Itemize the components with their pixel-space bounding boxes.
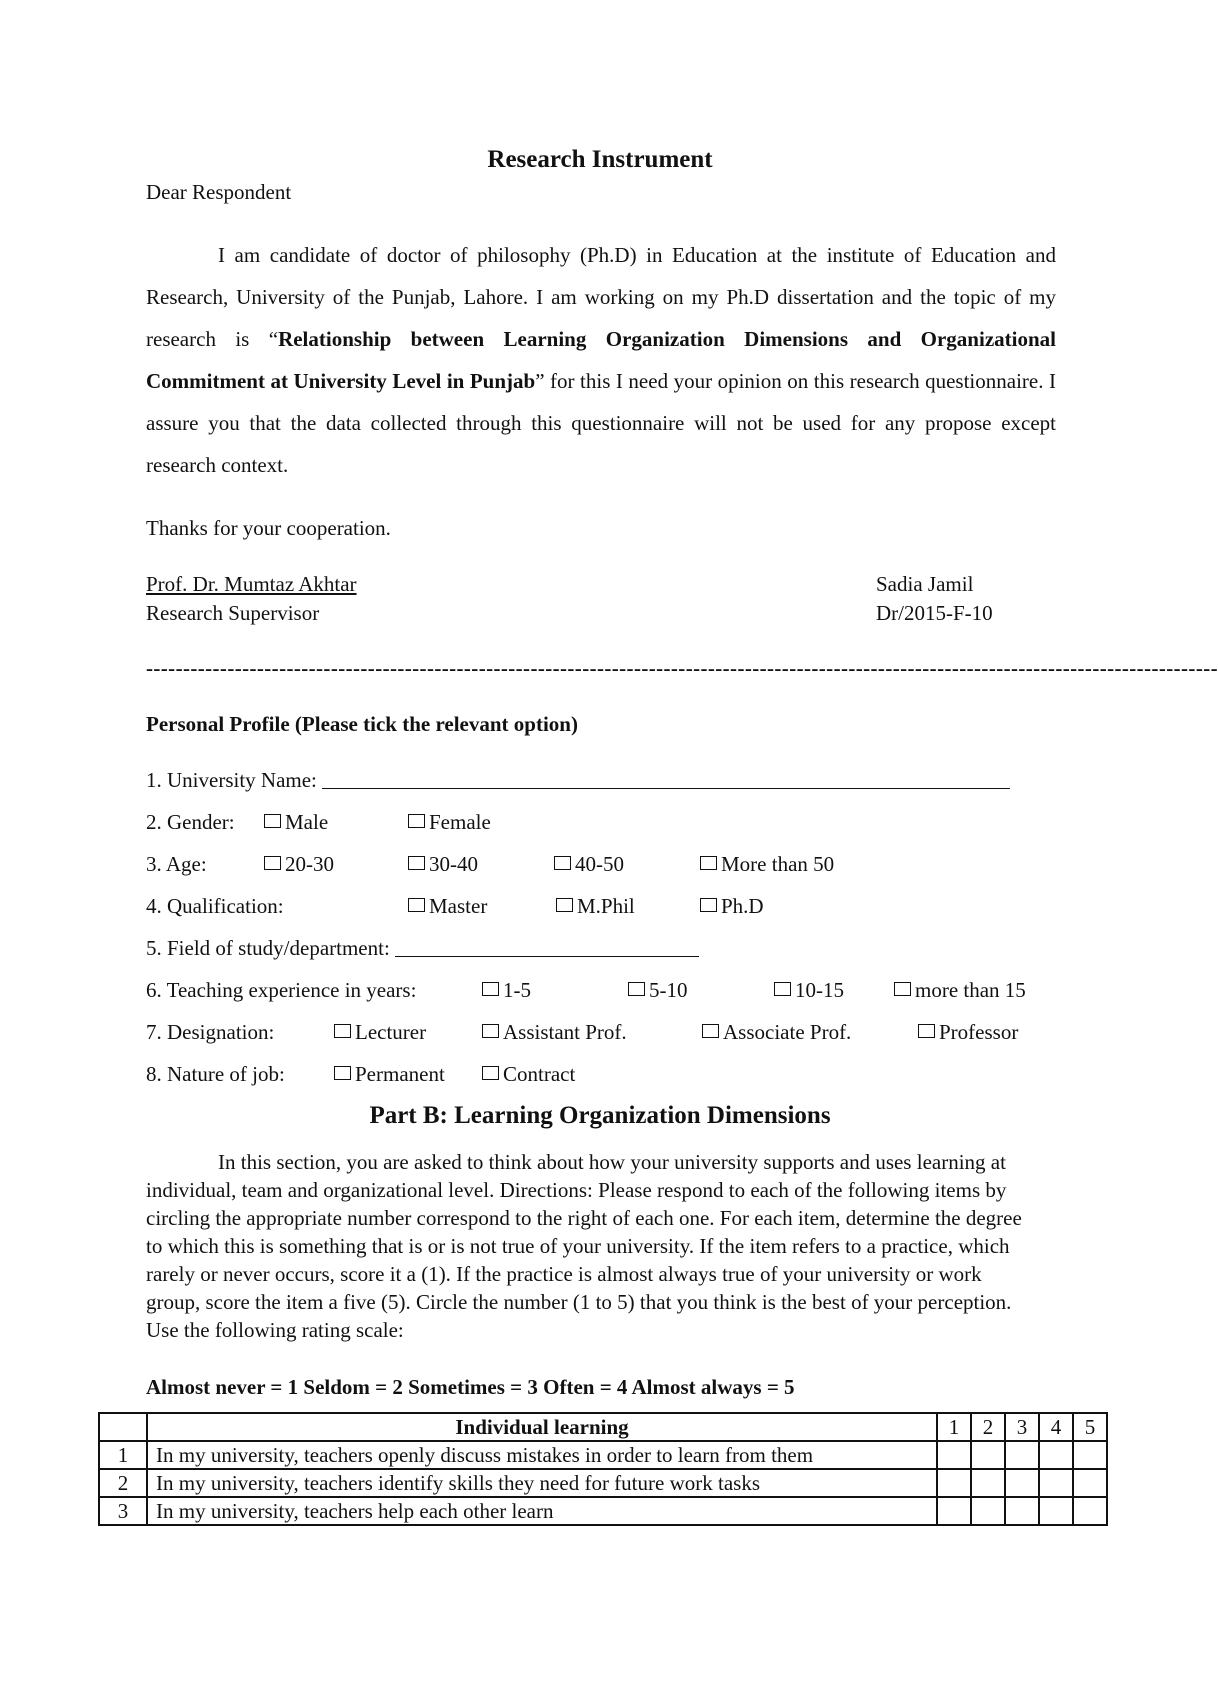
score-cell-1[interactable] (937, 1441, 971, 1469)
supervisor-signature (146, 570, 357, 628)
option-master[interactable] (408, 894, 487, 919)
letter-text-part2: ” for this I need your opinion on this research questionnaire. I assure you that the data collected through this questionnaire will not be used for any propose except research context. (146, 369, 1056, 477)
option-lecturer[interactable] (334, 1020, 426, 1045)
item-number: 2 (99, 1469, 147, 1497)
item-text: In my university, teachers openly discuss mistakes in order to learn from them (147, 1441, 937, 1469)
question-field-of-study (146, 936, 699, 961)
option-label: more than 15 (915, 978, 1026, 1002)
question-teaching-experience (146, 978, 1146, 1008)
score-header: 3 (1005, 1413, 1039, 1441)
item-text: In my university, teachers identify skills they need for future work tasks (147, 1469, 937, 1497)
option-label: M.Phil (577, 894, 635, 918)
question-university-name (146, 768, 1010, 793)
option-label: 40-50 (575, 852, 624, 876)
question-gender (146, 810, 1146, 840)
checkbox[interactable] (702, 1024, 719, 1038)
question-label: 8. Nature of job: (146, 1062, 285, 1086)
option-label: 1-5 (503, 978, 531, 1002)
option-30-40[interactable] (408, 852, 478, 877)
supervisor-role: Research Supervisor (146, 601, 320, 625)
part-b-heading: Part B: Learning Organization Dimensions (369, 1102, 831, 1129)
thanks-line: Thanks for your cooperation. (146, 516, 391, 540)
table-header-title: Individual learning (147, 1413, 937, 1441)
checkbox[interactable] (264, 856, 281, 870)
table-header-row (99, 1413, 1107, 1441)
rating-scale: Almost never = 1 Seldom = 2 Sometimes = 3 Often = 4 Almost always = 5 (146, 1375, 795, 1399)
checkbox[interactable] (774, 982, 791, 996)
letter-text-part1: I am candidate of doctor of philosophy (Ph.D) in Education at the institute of Education and Research, University of the Punjab, Lahore. I am working on my Ph.D dissertation and the topic of my research is “ (146, 243, 1056, 351)
rating-table (98, 1412, 1108, 1526)
score-header: 4 (1039, 1413, 1073, 1441)
option-associate-prof[interactable] (702, 1020, 851, 1045)
option-label: Master (429, 894, 488, 918)
option-female[interactable] (408, 810, 491, 835)
checkbox[interactable] (334, 1024, 351, 1038)
option-male[interactable] (264, 810, 328, 835)
option-label: 20-30 (285, 852, 334, 876)
item-number: 3 (99, 1497, 147, 1525)
option-label: Female (429, 810, 491, 834)
researcher-signature (876, 570, 993, 628)
checkbox[interactable] (700, 898, 717, 912)
option-professor[interactable] (918, 1020, 1018, 1045)
option-more-than-50[interactable] (700, 852, 834, 877)
score-cell-5[interactable] (1073, 1497, 1107, 1525)
score-cell-1[interactable] (937, 1497, 971, 1525)
checkbox[interactable] (556, 898, 573, 912)
option-label: Associate Prof. (723, 1020, 852, 1044)
question-qualification (146, 894, 1146, 924)
option-label: Professor (939, 1020, 1019, 1044)
university-name-field[interactable] (322, 770, 1010, 789)
score-cell-2[interactable] (971, 1497, 1005, 1525)
greeting: Dear Respondent (146, 180, 292, 204)
question-label: 2. Gender: (146, 810, 235, 834)
question-label: 6. Teaching experience in years: (146, 978, 417, 1002)
score-cell-3[interactable] (1005, 1469, 1039, 1497)
option-label: Assistant Prof. (503, 1020, 627, 1044)
checkbox[interactable] (482, 1066, 499, 1080)
checkbox[interactable] (334, 1066, 351, 1080)
table-row (99, 1441, 1107, 1469)
option-label: 5-10 (649, 978, 688, 1002)
question-label: 3. Age: (146, 852, 207, 876)
table-header-num (99, 1413, 147, 1441)
option-20-30[interactable] (264, 852, 334, 877)
profile-heading: Personal Profile (Please tick the relevant option) (146, 712, 578, 736)
table-row (99, 1497, 1107, 1525)
option-label: Permanent (355, 1062, 445, 1086)
score-header: 5 (1073, 1413, 1107, 1441)
option-contract[interactable] (482, 1062, 575, 1087)
option-more-than-15[interactable] (894, 978, 1026, 1003)
checkbox[interactable] (408, 814, 425, 828)
option-assistant-prof[interactable] (482, 1020, 627, 1045)
checkbox[interactable] (918, 1024, 935, 1038)
separator-line: ------------------------------------------------------------------------------------------------------------------------------------------------- (146, 656, 1218, 680)
option-label: Lecturer (355, 1020, 427, 1044)
table-row (99, 1469, 1107, 1497)
question-nature-of-job (146, 1062, 1146, 1092)
item-number: 1 (99, 1441, 147, 1469)
option-label: Male (285, 810, 329, 834)
checkbox[interactable] (482, 982, 499, 996)
checkbox[interactable] (894, 982, 911, 996)
score-cell-4[interactable] (1039, 1497, 1073, 1525)
supervisor-name: Prof. Dr. Mumtaz Akhtar (146, 572, 357, 596)
checkbox[interactable] (264, 814, 281, 828)
option-mphil[interactable] (556, 894, 635, 919)
option-label: 10-15 (795, 978, 844, 1002)
question-label: 5. Field of study/department: (146, 936, 390, 960)
option-40-50[interactable] (554, 852, 624, 877)
document-title: Research Instrument (487, 146, 713, 173)
option-label: 30-40 (429, 852, 478, 876)
option-1-5[interactable] (482, 978, 531, 1003)
score-header: 2 (971, 1413, 1005, 1441)
researcher-name: Sadia Jamil (876, 572, 974, 596)
score-cell-1[interactable] (937, 1469, 971, 1497)
score-cell-4[interactable] (1039, 1441, 1073, 1469)
question-label: 4. Qualification: (146, 894, 284, 918)
researcher-id: Dr/2015-F-10 (876, 601, 993, 625)
option-5-10[interactable] (628, 978, 688, 1003)
option-permanent[interactable] (334, 1062, 445, 1087)
question-label: 7. Designation: (146, 1020, 275, 1044)
part-b-intro (146, 1148, 1026, 1344)
item-text: In my university, teachers help each other learn (147, 1497, 937, 1525)
checkbox[interactable] (408, 856, 425, 870)
option-label: Ph.D (721, 894, 764, 918)
part-b-intro-text: In this section, you are asked to think about how your university supports and uses learning at individual, team and organizational level. Directions: Please respond to each of the following items by circling the appropriate number correspond to the right of each one. For each item, determine the degree to which this is something that is or is not true of your university. If the item refers to a practice, which rarely or never occurs, score it a (1). If the practice is almost always true of your university or work group, score the item a five (5). Circle the number (1 to 5) that you think is the best of your perception. Use the following rating scale: (146, 1150, 1022, 1342)
option-label: More than 50 (721, 852, 835, 876)
score-cell-4[interactable] (1039, 1469, 1073, 1497)
checkbox[interactable] (700, 856, 717, 870)
score-cell-5[interactable] (1073, 1469, 1107, 1497)
question-designation (146, 1020, 1146, 1050)
score-header: 1 (937, 1413, 971, 1441)
score-cell-2[interactable] (971, 1441, 1005, 1469)
checkbox[interactable] (408, 898, 425, 912)
question-label: 1. University Name: (146, 768, 317, 792)
score-cell-3[interactable] (1005, 1497, 1039, 1525)
letter-paragraph (146, 234, 1056, 486)
field-of-study-field[interactable] (395, 938, 699, 957)
score-cell-3[interactable] (1005, 1441, 1039, 1469)
research-topic: Relationship between Learning Organization Dimensions and Organizational Commitment at University Level in Punjab (146, 327, 1056, 393)
question-age (146, 852, 1146, 882)
option-10-15[interactable] (774, 978, 844, 1003)
score-cell-2[interactable] (971, 1469, 1005, 1497)
score-cell-5[interactable] (1073, 1441, 1107, 1469)
checkbox[interactable] (482, 1024, 499, 1038)
checkbox[interactable] (554, 856, 571, 870)
option-phd[interactable] (700, 894, 764, 919)
option-label: Contract (503, 1062, 576, 1086)
checkbox[interactable] (628, 982, 645, 996)
